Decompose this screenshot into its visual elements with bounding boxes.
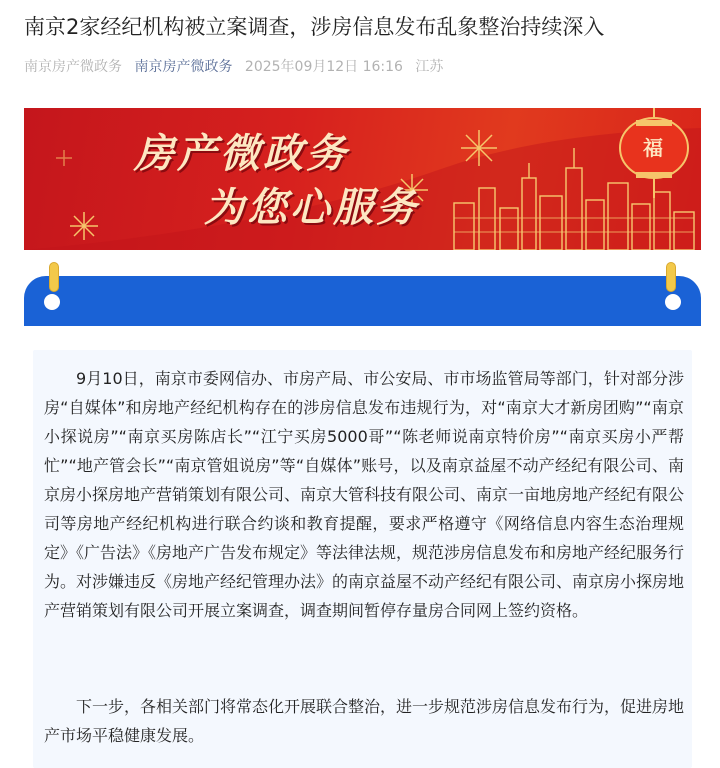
binder-pin-left (49, 262, 59, 292)
header-banner-image (24, 108, 701, 250)
article-paragraph-1: 9月10日，南京市委网信办、市房产局、市公安局、市市场监管局等部门，针对部分涉房“自媒体”和房地产经纪机构存在的涉房信息发布违规行为，对“南京大才新房团购”“南京小探说房”“南京买房陈店长”“江宁买房5000哥”“陈老师说南京特价房”“南京买房小严帮忙”“地产管会长”“南京管姐说房”等“自媒体”账号，以及南京益屋不动产经纪有限公司、南京房小探房地产营销策划有限公司、南京大管科技有限公司、南京一亩地房地产经纪有限公司等房地产经纪机构进行联合约谈和教育提醒，要求严格遵守《网络信息内容生态治理规定》《广告法》《房地产广告发布规定》等法律法规，规范涉房信息发布和房地产经纪服务行为。对涉嫌违反《房地产经纪管理办法》的南京益屋不动产经纪有限公司、南京房小探房地产营销策划有限公司开展立案调查，调查期间暂停存量房合同网上签约资格。 (44, 369, 685, 620)
article-meta (24, 56, 451, 78)
article-paragraph-2: 下一步，各相关部门将常态化开展联合整治，进一步规范涉房信息发布行为，促进房地产市场平稳健康发展。 (44, 697, 685, 745)
decorative-blue-strip (24, 276, 701, 326)
banner-slogan-line1: 房产微政务 (134, 131, 349, 177)
publish-datetime: 2025年09月12日 16:16 (244, 59, 403, 75)
lantern-char: 福 (643, 136, 663, 160)
binder-hole-right (665, 294, 681, 310)
article-title: 南京2家经纪机构被立案调查，涉房信息发布乱象整治持续深入 (24, 15, 605, 39)
binder-pin-right (666, 262, 676, 292)
publish-location: 江苏 (415, 59, 444, 75)
banner-slogan-line2: 为您心服务 (204, 185, 419, 231)
account-link[interactable]: 南京房产微政务 (134, 59, 233, 75)
source-name: 南京房产微政务 (24, 59, 122, 75)
binder-hole-left (44, 294, 60, 310)
